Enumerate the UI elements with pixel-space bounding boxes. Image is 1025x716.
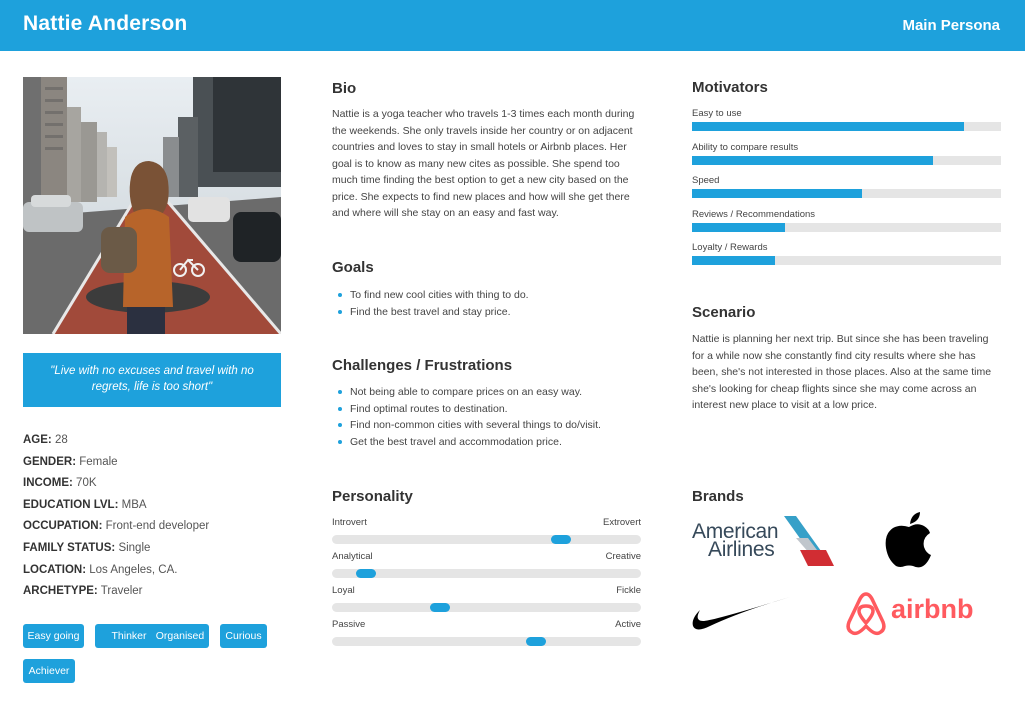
fact-label: FAMILY STATUS: (23, 541, 116, 554)
apple-logo-icon (883, 510, 935, 568)
challenges-list (332, 384, 652, 450)
motivator-label: Easy to use (692, 108, 742, 119)
persona-facts (23, 432, 293, 605)
bio-text: Nattie is a yoga teacher who travels 1-3 times each month during the weekends. She only travels inside her country or on adjacent countries and loves to stay in small hotels or Airbnb places. Her goal is to know as many new cites as possible. She spend too much time finding the best option to get a new city based on the price. She expects to find new places and how will she get there and where will she stay on an easy and fast way. (332, 108, 635, 219)
scale-left-label: Introvert (332, 517, 367, 528)
motivator-label: Reviews / Recommendations (692, 209, 816, 220)
motivator-bar (692, 142, 1001, 176)
fact-archetype (23, 583, 293, 605)
list-item: Not being able to compare prices on an easy way. (332, 384, 652, 401)
bar-fill (692, 156, 933, 165)
motivator-bar (692, 242, 1001, 276)
persona-name: Nattie Anderson (23, 12, 188, 35)
fact-label: OCCUPATION: (23, 520, 103, 533)
fact-value: Los Angeles, CA. (89, 563, 178, 576)
fact-location (23, 562, 293, 584)
bio-title: Bio (332, 80, 357, 97)
scale-left-label: Loyal (332, 585, 355, 596)
goals-list (332, 287, 652, 320)
goals-title: Goals (332, 259, 374, 276)
persona-photo (23, 77, 281, 334)
nike-swoosh-icon (690, 593, 792, 633)
motivator-label: Speed (692, 175, 720, 186)
scale-track (332, 603, 641, 612)
list-item: Find optimal routes to destination. (332, 401, 652, 418)
tag-chip[interactable]: Achiever (23, 659, 75, 683)
bar-fill (692, 189, 862, 198)
fact-label: ARCHETYPE: (23, 585, 98, 598)
bar-fill (692, 223, 785, 232)
scale-track (332, 535, 641, 544)
bar-fill (692, 256, 775, 265)
aa-word-2: Airlines (708, 538, 775, 561)
scale-right-label: Creative (605, 551, 641, 562)
personality-scale (332, 517, 641, 549)
scale-left-label: Analytical (332, 551, 373, 562)
scale-knob[interactable] (551, 535, 571, 544)
fact-label: LOCATION: (23, 563, 87, 576)
persona-role: Main Persona (902, 17, 1000, 34)
challenges-title: Challenges / Frustrations (332, 357, 513, 374)
scenario-text: Nattie is planning her next trip. But since she has been traveling for a while now she constantly find city results where she has been, she's not interested in those places. Also at the same time she's looking for cheap flights since she may come across an interest new place to visit at a low price. (692, 333, 992, 411)
list-item: Get the best travel and accommodation price. (332, 434, 652, 451)
motivator-bar (692, 108, 1001, 142)
scale-knob[interactable] (356, 569, 376, 578)
personality-scale (332, 551, 641, 583)
personality-scale (332, 619, 641, 651)
american-airlines-flight-symbol-icon (782, 514, 836, 568)
fact-gender (23, 454, 293, 476)
fact-label: GENDER: (23, 455, 77, 468)
scale-right-label: Active (615, 619, 641, 630)
fact-value: 28 (54, 434, 68, 446)
persona-quote: "Live with no excuses and travel with no regrets, life is too short" (23, 353, 281, 407)
fact-age (23, 432, 293, 454)
fact-value: Single (118, 541, 151, 554)
personality-title: Personality (332, 488, 413, 505)
motivator-bar (692, 209, 1001, 243)
list-item: Find non-common cities with several things to do/visit. (332, 417, 652, 434)
tag-chip[interactable]: Easy going (23, 624, 84, 648)
tag-chip[interactable]: Curious (220, 624, 267, 648)
motivator-label: Loyalty / Rewards (692, 242, 768, 253)
fact-value: MBA (121, 498, 147, 511)
scale-left-label: Passive (332, 619, 366, 630)
scale-track (332, 637, 641, 646)
list-item: To find new cool cities with thing to do. (332, 287, 652, 304)
american-airlines-wordmark (692, 520, 779, 561)
bar-fill (692, 122, 964, 131)
fact-label: INCOME: (23, 477, 73, 490)
fact-value: Traveler (100, 585, 143, 598)
tag-chip[interactable]: Thinker (95, 624, 163, 648)
brands-title: Brands (692, 488, 744, 505)
scale-knob[interactable] (430, 603, 450, 612)
airbnb-wordmark: airbnb (891, 594, 974, 624)
fact-occupation (23, 518, 293, 540)
header-bar (0, 0, 1025, 51)
aa-word-1: American (692, 520, 779, 543)
scale-track (332, 569, 641, 578)
fact-education (23, 497, 293, 519)
scenario-title: Scenario (692, 304, 756, 321)
tag-chip[interactable]: Organised (151, 624, 209, 648)
personality-scale (332, 585, 641, 617)
scale-right-label: Fickle (616, 585, 641, 596)
fact-label: EDUCATION LVL: (23, 498, 119, 511)
scale-knob[interactable] (526, 637, 546, 646)
fact-income (23, 475, 293, 497)
scale-right-label: Extrovert (602, 517, 641, 528)
motivator-label: Ability to compare results (692, 142, 799, 153)
motivators-title: Motivators (692, 79, 768, 96)
american-airlines-logo (692, 520, 779, 561)
fact-value: Front-end developer (105, 520, 210, 533)
airbnb-belo-icon (843, 590, 889, 636)
fact-value: Female (79, 455, 118, 468)
fact-family-status (23, 540, 293, 562)
motivator-bar (692, 175, 1001, 209)
fact-value: 70K (76, 477, 97, 490)
fact-label: AGE: (23, 434, 52, 446)
list-item: Find the best travel and stay price. (332, 304, 652, 321)
